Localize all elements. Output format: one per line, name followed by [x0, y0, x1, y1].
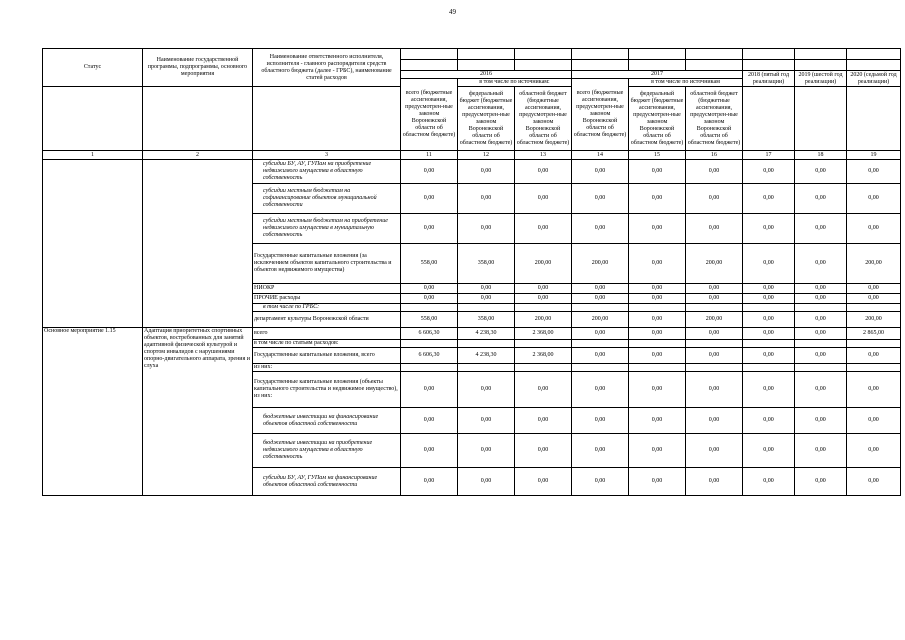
value-cell: 0,00 — [629, 312, 686, 328]
value-cell: 0,00 — [795, 312, 847, 328]
value-cell: 0,00 — [847, 372, 901, 408]
value-cell: 0,00 — [629, 372, 686, 408]
value-cell: 200,00 — [847, 244, 901, 284]
value-cell — [795, 304, 847, 312]
value-cell — [795, 364, 847, 372]
value-cell: 0,00 — [686, 372, 743, 408]
block2-rows — [43, 328, 901, 496]
year-2017-header: 2017 — [572, 71, 743, 79]
value-cell: 0,00 — [795, 408, 847, 434]
value-cell — [847, 364, 901, 372]
value-cell: 0,00 — [847, 294, 901, 304]
column-number: 19 — [847, 151, 901, 160]
value-cell: 2 368,00 — [515, 328, 572, 340]
value-cell: 0,00 — [458, 214, 515, 244]
column-number: 17 — [743, 151, 795, 160]
value-cell: 0,00 — [572, 468, 629, 496]
expense-item-label: департамент культуры Воронежской области — [253, 312, 401, 328]
value-cell: 0,00 — [572, 408, 629, 434]
value-cell: 0,00 — [795, 214, 847, 244]
value-cell: 0,00 — [401, 214, 458, 244]
block1-rows — [43, 160, 901, 328]
value-cell: 0,00 — [686, 184, 743, 214]
value-cell: 6 606,30 — [401, 348, 458, 364]
value-cell: 0,00 — [795, 160, 847, 184]
value-cell: 0,00 — [686, 294, 743, 304]
value-cell: 0,00 — [743, 372, 795, 408]
value-cell: 0,00 — [515, 160, 572, 184]
value-cell — [572, 304, 629, 312]
expense-item-label: Государственные капитальные вложения, всего — [253, 348, 401, 364]
value-cell: 0,00 — [572, 434, 629, 468]
total-2017-header: всего (бюджетные ассигнования, предусмотрен-ные законом Воронежской области об областном бюджете) — [572, 79, 629, 151]
value-cell: 0,00 — [401, 468, 458, 496]
total-2016-header: всего (бюджетные ассигнования, предусмотрен-ные законом Воронежской области об областном бюджете) — [401, 79, 458, 151]
value-cell: 358,00 — [458, 244, 515, 284]
value-cell: 200,00 — [572, 312, 629, 328]
budget-table — [42, 48, 901, 496]
value-cell: 6 606,30 — [401, 328, 458, 340]
value-cell: 0,00 — [401, 434, 458, 468]
value-cell: 0,00 — [572, 284, 629, 294]
value-cell: 200,00 — [515, 244, 572, 284]
value-cell: 0,00 — [401, 294, 458, 304]
page-number: 49 — [449, 8, 456, 16]
status-cell — [43, 160, 143, 328]
value-cell: 0,00 — [629, 328, 686, 340]
value-cell — [629, 340, 686, 348]
value-cell: 0,00 — [401, 372, 458, 408]
value-cell: 0,00 — [795, 328, 847, 340]
value-cell: 0,00 — [686, 408, 743, 434]
regional-2017-header: областной бюджет (бюджетные ассигнования, предусмотрен-ные законом Воронежской области об областном бюджете) — [686, 87, 743, 151]
value-cell: 0,00 — [743, 184, 795, 214]
value-cell: 4 238,30 — [458, 348, 515, 364]
value-cell — [515, 364, 572, 372]
value-cell: 0,00 — [795, 244, 847, 284]
column-numbers-row — [43, 151, 901, 160]
value-cell: 0,00 — [458, 160, 515, 184]
program-name-cell: Адаптация приоритетных спортивных объектов, востребованных для занятий адаптивной физической культурой и спортом инвалидов с нарушениями опорно-двигательного аппарата, зрения и слуха — [143, 328, 253, 496]
column-number: 14 — [572, 151, 629, 160]
value-cell: 0,00 — [743, 214, 795, 244]
value-cell: 0,00 — [847, 408, 901, 434]
value-cell: 200,00 — [686, 244, 743, 284]
value-cell: 0,00 — [515, 214, 572, 244]
expense-item-label: ПРОЧИЕ расходы — [253, 294, 401, 304]
value-cell: 558,00 — [401, 244, 458, 284]
value-cell: 0,00 — [515, 372, 572, 408]
value-cell: 0,00 — [515, 408, 572, 434]
value-cell: 0,00 — [795, 468, 847, 496]
value-cell — [743, 364, 795, 372]
value-cell — [515, 340, 572, 348]
value-cell — [458, 304, 515, 312]
value-cell: 0,00 — [847, 348, 901, 364]
value-cell — [743, 304, 795, 312]
expense-item-label: в том числе по ГРБС: — [253, 304, 401, 312]
value-cell: 0,00 — [401, 408, 458, 434]
expense-item-label: субсидии БУ, АУ, ГУПам на приобретение недвижимого имущества в областную собственность — [253, 160, 401, 184]
value-cell — [686, 304, 743, 312]
value-cell: 0,00 — [458, 468, 515, 496]
value-cell: 0,00 — [572, 328, 629, 340]
year-2020-header: 2020 (седьмой год реализации) — [847, 71, 901, 87]
value-cell: 200,00 — [847, 312, 901, 328]
value-cell: 0,00 — [743, 434, 795, 468]
blank-header-row — [43, 49, 901, 60]
value-cell: 0,00 — [795, 348, 847, 364]
value-cell: 0,00 — [458, 184, 515, 214]
value-cell: 0,00 — [686, 284, 743, 294]
value-cell: 0,00 — [795, 372, 847, 408]
value-cell — [572, 340, 629, 348]
value-cell — [629, 364, 686, 372]
value-cell: 0,00 — [743, 294, 795, 304]
value-cell: 200,00 — [515, 312, 572, 328]
value-cell — [458, 364, 515, 372]
value-cell — [458, 340, 515, 348]
column-number: 3 — [253, 151, 401, 160]
value-cell: 0,00 — [458, 408, 515, 434]
expense-item-label: НИОКР — [253, 284, 401, 294]
value-cell: 0,00 — [572, 294, 629, 304]
budget-header-row — [43, 87, 901, 151]
column-number: 11 — [401, 151, 458, 160]
program-name-cell — [143, 160, 253, 328]
value-cell: 0,00 — [686, 214, 743, 244]
status-header: Статус — [43, 49, 143, 87]
value-cell: 558,00 — [401, 312, 458, 328]
value-cell: 0,00 — [401, 160, 458, 184]
value-cell: 0,00 — [401, 184, 458, 214]
value-cell: 0,00 — [743, 284, 795, 294]
expense-item-label: Государственные капитальные вложения (объекты капитального строительства и недвижимое имущество), из них: — [253, 372, 401, 408]
value-cell: 0,00 — [743, 408, 795, 434]
value-cell: 0,00 — [847, 468, 901, 496]
value-cell: 2 865,00 — [847, 328, 901, 340]
value-cell: 0,00 — [847, 284, 901, 294]
expense-item-label: Государственные капитальные вложения (за исключением объектов капитального строительства и объектов недвижимого имущества) — [253, 244, 401, 284]
value-cell: 0,00 — [743, 160, 795, 184]
value-cell: 0,00 — [572, 214, 629, 244]
expense-item-label: субсидии местным бюджетам на софинансирование объектов муниципальной собственности — [253, 184, 401, 214]
value-cell: 0,00 — [515, 184, 572, 214]
expense-item-label: субсидии местным бюджетам на приобретение недвижимого имущества в муниципальную собственность — [253, 214, 401, 244]
table-row — [43, 328, 901, 340]
value-cell: 0,00 — [572, 372, 629, 408]
column-number: 16 — [686, 151, 743, 160]
column-number: 1 — [43, 151, 143, 160]
value-cell — [686, 340, 743, 348]
expense-item-label: из них: — [253, 364, 401, 372]
regional-2016-header: областной бюджет (бюджетные ассигнования, предусмотрен-ные законом Воронежской области об областном бюджете) — [515, 87, 572, 151]
value-cell: 0,00 — [795, 184, 847, 214]
value-cell: 0,00 — [458, 434, 515, 468]
value-cell: 0,00 — [515, 468, 572, 496]
value-cell: 4 238,30 — [458, 328, 515, 340]
value-cell: 0,00 — [629, 184, 686, 214]
value-cell — [795, 340, 847, 348]
value-cell: 0,00 — [515, 294, 572, 304]
value-cell: 0,00 — [515, 284, 572, 294]
value-cell: 0,00 — [629, 214, 686, 244]
value-cell: 200,00 — [572, 244, 629, 284]
value-cell — [686, 364, 743, 372]
value-cell — [401, 364, 458, 372]
value-cell: 0,00 — [795, 284, 847, 294]
value-cell: 0,00 — [686, 160, 743, 184]
value-cell — [515, 304, 572, 312]
value-cell: 2 368,00 — [515, 348, 572, 364]
expense-item-label: бюджетные инвестиции на приобретение недвижимого имущества в областную собственность — [253, 434, 401, 468]
sources-2016-header: в том числе по источникам: — [458, 79, 572, 87]
value-cell: 0,00 — [686, 348, 743, 364]
value-cell: 0,00 — [847, 214, 901, 244]
value-cell: 0,00 — [795, 294, 847, 304]
value-cell: 0,00 — [686, 468, 743, 496]
column-number: 12 — [458, 151, 515, 160]
value-cell: 0,00 — [629, 294, 686, 304]
column-number: 18 — [795, 151, 847, 160]
value-cell: 0,00 — [629, 468, 686, 496]
value-cell: 0,00 — [847, 184, 901, 214]
status-cell: Основное мероприятие 1.15 — [43, 328, 143, 496]
value-cell — [629, 304, 686, 312]
value-cell: 0,00 — [743, 468, 795, 496]
value-cell: 0,00 — [458, 284, 515, 294]
value-cell: 0,00 — [458, 294, 515, 304]
value-cell: 0,00 — [515, 434, 572, 468]
year-2018-header: 2018 (пятый год реализации) — [743, 71, 795, 87]
program-name-header: Наименование государственной программы, подпрограммы, основного мероприятия — [143, 49, 253, 87]
sources-2017-header: в том числе по источникам — [629, 79, 743, 87]
federal-2016-header: федеральный бюджет (бюджетные ассигнования, предусмотрен-ные законом Воронежской области об областном бюджете) — [458, 87, 515, 151]
value-cell: 0,00 — [847, 434, 901, 468]
executor-header: Наименование ответственного исполнителя, исполнителя - главного распорядителя средств областного бюджета (далее - ГРБС), наименование статей расходов — [253, 49, 401, 87]
value-cell: 0,00 — [686, 328, 743, 340]
value-cell: 0,00 — [572, 348, 629, 364]
column-number: 2 — [143, 151, 253, 160]
value-cell: 0,00 — [401, 284, 458, 294]
column-number: 15 — [629, 151, 686, 160]
value-cell: 0,00 — [686, 434, 743, 468]
federal-2017-header: федеральный бюджет (бюджетные ассигнования, предусмотрен-ные законом Воронежской области об областном бюджете) — [629, 87, 686, 151]
value-cell — [572, 364, 629, 372]
value-cell: 0,00 — [572, 160, 629, 184]
column-number: 13 — [515, 151, 572, 160]
value-cell: 0,00 — [572, 184, 629, 214]
year-2016-header: 2016 — [401, 71, 572, 79]
value-cell: 0,00 — [629, 160, 686, 184]
value-cell: 0,00 — [743, 328, 795, 340]
value-cell: 0,00 — [629, 408, 686, 434]
value-cell: 0,00 — [743, 312, 795, 328]
value-cell — [743, 340, 795, 348]
value-cell — [847, 304, 901, 312]
year-2019-header: 2019 (шестой год реализации) — [795, 71, 847, 87]
value-cell: 0,00 — [458, 372, 515, 408]
expense-item-label: всего — [253, 328, 401, 340]
value-cell: 0,00 — [743, 244, 795, 284]
value-cell: 0,00 — [847, 160, 901, 184]
value-cell — [401, 340, 458, 348]
table-row — [43, 160, 901, 184]
expense-item-label: субсидии БУ, АУ, ГУПам на финансирование объектов областной собственности — [253, 468, 401, 496]
value-cell: 0,00 — [795, 434, 847, 468]
expense-item-label: бюджетные инвестиции на финансирование объектов областной собственности — [253, 408, 401, 434]
value-cell — [401, 304, 458, 312]
value-cell: 358,00 — [458, 312, 515, 328]
value-cell: 0,00 — [629, 244, 686, 284]
expense-item-label: в том числе по статьям расходов: — [253, 340, 401, 348]
value-cell — [847, 340, 901, 348]
value-cell: 0,00 — [629, 434, 686, 468]
value-cell: 0,00 — [629, 284, 686, 294]
value-cell: 0,00 — [743, 348, 795, 364]
value-cell: 200,00 — [686, 312, 743, 328]
value-cell: 0,00 — [629, 348, 686, 364]
